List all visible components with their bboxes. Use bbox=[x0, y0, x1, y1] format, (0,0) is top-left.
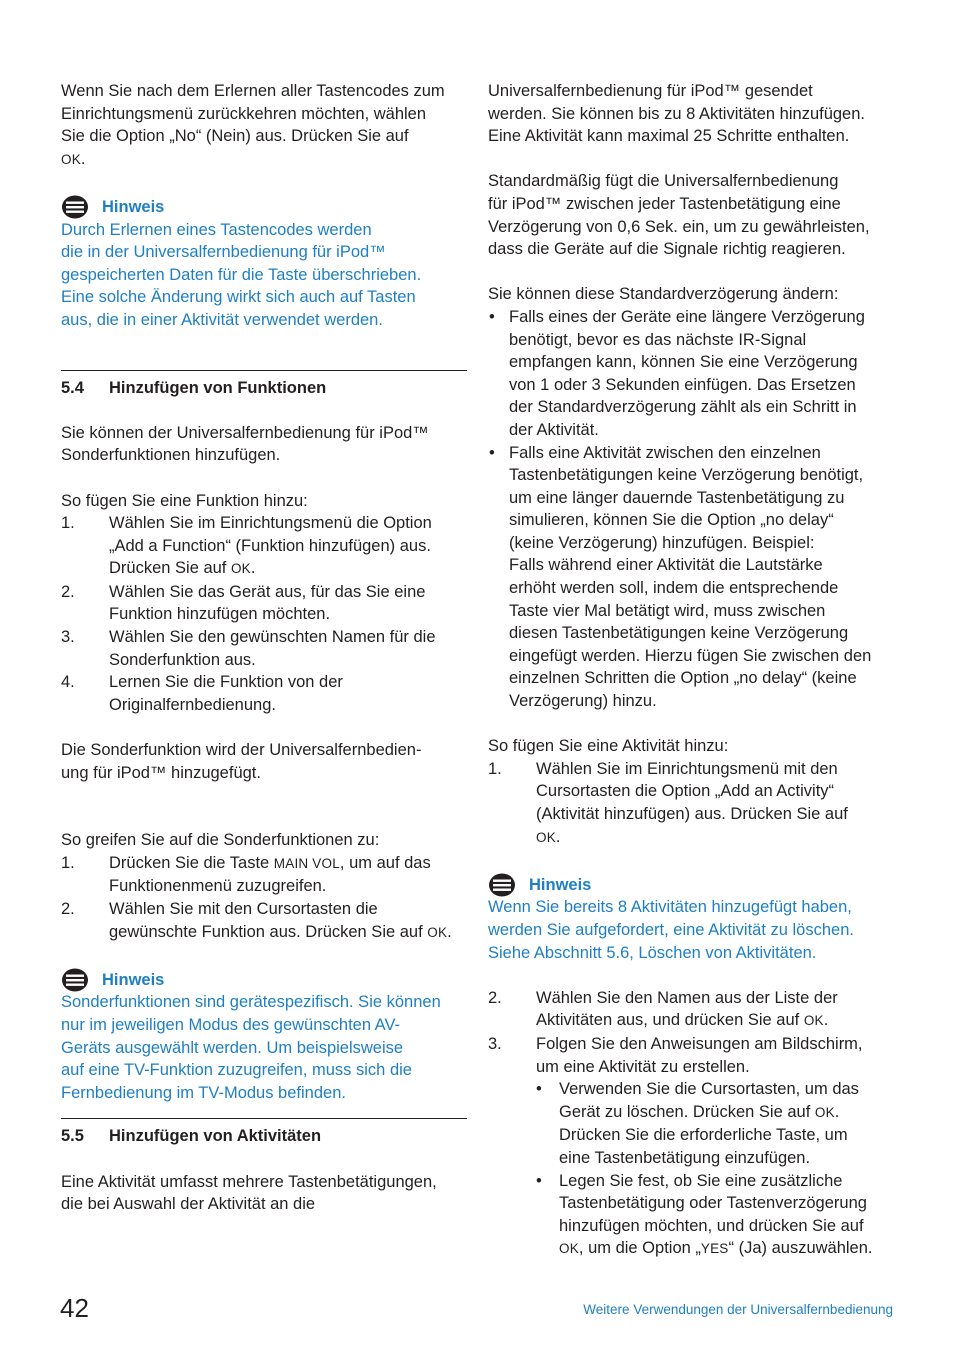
step-text bbox=[109, 557, 432, 581]
ok-key-label: OK bbox=[559, 1241, 579, 1257]
bullet-text: Taste vier Mal betätigt wird, muss zwischen bbox=[509, 601, 826, 620]
step-number: 1. bbox=[488, 759, 502, 778]
step-text: um eine Aktivität zu erstellen. bbox=[536, 1057, 750, 1076]
step-number: 2. bbox=[488, 988, 502, 1007]
bullet-text: erhöht werden soll, indem die entsprechende bbox=[509, 579, 839, 598]
bullet-text: simulieren, können Sie die Option „no delay“ bbox=[509, 511, 834, 530]
step-text bbox=[536, 1009, 838, 1033]
note-heading bbox=[488, 874, 890, 897]
paragraph: So greifen Sie auf die Sonderfunktionen zu: bbox=[61, 831, 380, 850]
bullet-text: Legen Sie fest, ob Sie eine zusätzliche bbox=[559, 1171, 843, 1190]
note-line: Geräts ausgewählt werden. Um beispielsweise bbox=[61, 1038, 404, 1057]
bullet-text-part: . bbox=[834, 1102, 840, 1121]
paragraph: Verzögerung von 0,6 Sek. ein, um zu gewährleisten, bbox=[488, 217, 870, 236]
note-heading bbox=[61, 196, 467, 219]
paragraph: werden. Sie können bis zu 8 Aktivitäten hinzufügen. bbox=[488, 104, 865, 123]
section-title: Hinzufügen von Funktionen bbox=[109, 378, 327, 397]
paragraph: ung für iPod™ hinzugefügt. bbox=[61, 763, 261, 782]
bullet: • bbox=[489, 307, 495, 326]
bullet-text: Falls während einer Aktivität die Lautstärke bbox=[509, 556, 823, 575]
step-text: „Add a Function“ (Funktion hinzufügen) aus. bbox=[109, 536, 431, 555]
activity-steps-list-continued bbox=[488, 987, 890, 1261]
note-line: nur im jeweiligen Modus des gewünschten AV- bbox=[61, 1015, 401, 1034]
step-text: Cursortasten die Option „Add an Activity“ bbox=[536, 782, 835, 801]
note-icon bbox=[61, 968, 89, 992]
bullet-text-part: , um die Option „ bbox=[578, 1239, 701, 1258]
step-text-part: , um auf das bbox=[339, 853, 431, 872]
section-heading-5-5 bbox=[61, 1118, 467, 1148]
page-number: 42 bbox=[60, 1293, 89, 1323]
list-item bbox=[61, 898, 467, 944]
bullet: • bbox=[536, 1080, 542, 1099]
step-number: 1. bbox=[61, 514, 75, 533]
bullet-text: Drücken Sie die erforderliche Taste, um bbox=[559, 1126, 848, 1145]
list-item bbox=[536, 1170, 873, 1261]
note-title: Hinweis bbox=[102, 970, 165, 989]
note-line: Siehe Abschnitt 5.6, Löschen von Aktivitäten. bbox=[488, 943, 817, 962]
section-number: 5.5 bbox=[61, 1127, 84, 1146]
bullet-text: von 1 oder 3 Sekunden einfügen. Das Ersetzen bbox=[509, 375, 856, 394]
bullet-text: empfangen kann, können Sie eine Verzögerung bbox=[509, 353, 858, 372]
step-text: Lernen Sie die Funktion von der bbox=[109, 673, 343, 692]
note-line: gespeicherten Daten für die Taste überschrieben. bbox=[61, 265, 422, 284]
step-text: Sonderfunktion aus. bbox=[109, 650, 256, 669]
note-line: aus, die in einer Aktivität verwendet werden. bbox=[61, 310, 383, 329]
note-line: werden Sie aufgefordert, eine Aktivität zu löschen. bbox=[488, 920, 854, 939]
ok-key-label: OK bbox=[536, 829, 556, 845]
bullet-text: eingefügt werden. Hierzu fügen Sie zwischen den bbox=[509, 646, 872, 665]
step-text bbox=[109, 852, 431, 876]
note-line: die in der Universalfernbedienung für iPod™ bbox=[61, 243, 386, 262]
note-line: Eine solche Änderung wirkt sich auch auf Tasten bbox=[61, 288, 416, 307]
delay-options-list bbox=[488, 306, 890, 713]
note-body bbox=[61, 991, 467, 1104]
list-item bbox=[61, 512, 467, 581]
bullet-text: hinzufügen möchten, und drücken Sie auf bbox=[559, 1216, 864, 1235]
bullet-text: (keine Verzögerung) hinzufügen. Beispiel: bbox=[509, 533, 815, 552]
note-title: Hinweis bbox=[102, 197, 165, 216]
bullet-text-part: Gerät zu löschen. Drücken Sie auf bbox=[559, 1102, 815, 1121]
bullet: • bbox=[489, 443, 495, 462]
step-text: (Aktivität hinzufügen) aus. Drücken Sie auf bbox=[536, 805, 848, 823]
paragraph: So fügen Sie eine Aktivität hinzu: bbox=[488, 737, 729, 756]
bullet-text bbox=[559, 1101, 859, 1125]
main-vol-key-label: MAIN VOL bbox=[273, 855, 340, 871]
paragraph: So fügen Sie eine Funktion hinzu: bbox=[61, 491, 308, 510]
activity-steps-list bbox=[488, 758, 890, 849]
step-text: Wählen Sie im Einrichtungsmenü die Option bbox=[109, 514, 432, 533]
bullet-text: benötigt, bevor es das nächste IR-Signal bbox=[509, 330, 807, 349]
step-text: Funktion hinzufügen möchten. bbox=[109, 605, 331, 624]
list-item bbox=[61, 626, 467, 671]
list-item bbox=[488, 1033, 890, 1261]
intro-line-1: Wenn Sie nach dem Erlernen aller Tastencodes zum bbox=[61, 82, 445, 100]
step-number: 2. bbox=[61, 582, 75, 601]
paragraph: Standardmäßig fügt die Universalfernbedienung bbox=[488, 172, 839, 191]
note-line: Fernbedienung im TV-Modus befinden. bbox=[61, 1083, 346, 1102]
step-number: 1. bbox=[61, 853, 75, 872]
list-item bbox=[488, 442, 890, 713]
paragraph: Eine Aktivität umfasst mehrere Tastenbetätigungen, bbox=[61, 1172, 437, 1191]
paragraph: Universalfernbedienung für iPod™ gesendet bbox=[488, 82, 813, 100]
bullet-text: Falls eine Aktivität zwischen den einzelnen bbox=[509, 443, 821, 462]
step-text: Wählen Sie das Gerät aus, für das Sie eine bbox=[109, 582, 426, 601]
section-heading-5-4 bbox=[61, 370, 467, 400]
step-text: Wählen Sie den Namen aus der Liste der bbox=[536, 988, 838, 1007]
section-title: Hinzufügen von Aktivitäten bbox=[109, 1127, 322, 1146]
step-text-part: Drücken Sie die Taste bbox=[109, 853, 274, 872]
note-line: Durch Erlernen eines Tastencodes werden bbox=[61, 220, 372, 239]
bullet-text: der Standardverzögerung zählt als ein Schritt in bbox=[509, 398, 857, 417]
paragraph: Sie können diese Standardverzögerung ändern: bbox=[488, 285, 839, 304]
note-heading bbox=[61, 969, 467, 992]
bullet-text: diesen Tastenbetätigungen keine Verzögerung bbox=[509, 624, 849, 643]
step-text bbox=[109, 921, 452, 945]
step-number: 3. bbox=[61, 628, 75, 647]
ok-key-label: OK bbox=[230, 561, 251, 577]
right-column bbox=[488, 80, 890, 1261]
bullet-text: um eine länger dauernde Tastenbetätigung zu bbox=[509, 488, 845, 507]
paragraph: die bei Auswahl der Aktivität an die bbox=[61, 1195, 316, 1214]
intro-line-2: Einrichtungsmenü zurückkehren möchten, wählen bbox=[61, 104, 427, 123]
step-text: Wählen Sie im Einrichtungsmenü mit den bbox=[536, 759, 838, 778]
sub-bullet-list bbox=[536, 1078, 873, 1261]
access-steps-list bbox=[61, 852, 467, 944]
bullet-text: eine Tastenbetätigung einzufügen. bbox=[559, 1148, 811, 1167]
list-item bbox=[488, 987, 890, 1033]
step-text: Wählen Sie mit den Cursortasten die bbox=[109, 900, 378, 918]
step-text: Originalfernbedienung. bbox=[109, 695, 276, 714]
paragraph: dass die Geräte auf die Signale richtig reagieren. bbox=[488, 240, 846, 259]
yes-option-label: YES bbox=[700, 1241, 729, 1257]
note-body bbox=[488, 896, 890, 964]
list-item bbox=[61, 671, 467, 716]
bullet-text-part: “ (Ja) auszuwählen. bbox=[728, 1239, 873, 1258]
bullet-text: Verzögerung) hinzu. bbox=[509, 692, 657, 711]
bullet-text: Tastenbetätigung oder Tastenverzögerung bbox=[559, 1194, 867, 1213]
note-icon bbox=[61, 195, 89, 219]
step-text-part: Drücken Sie auf bbox=[109, 559, 231, 578]
intro-line-3: Sie die Option „No“ (Nein) aus. Drücken Sie auf bbox=[61, 127, 409, 146]
ok-key-label: OK bbox=[803, 1013, 824, 1029]
bullet-text: Verwenden Sie die Cursortasten, um das bbox=[559, 1080, 859, 1099]
bullet-text: der Aktivität. bbox=[509, 420, 599, 439]
step-text: Funktionenmenü zuzugreifen. bbox=[109, 877, 327, 896]
note-body bbox=[61, 219, 467, 332]
step-number: 2. bbox=[61, 900, 75, 918]
note-icon bbox=[488, 873, 516, 897]
ok-key-label: OK bbox=[814, 1104, 835, 1120]
paragraph: für iPod™ zwischen jeder Tastenbetätigung eine bbox=[488, 194, 841, 213]
paragraph: Sonderfunktionen hinzufügen. bbox=[61, 446, 281, 465]
step-text-part: . bbox=[555, 827, 561, 846]
running-footer-title: Weitere Verwendungen der Universalfernbedienung bbox=[583, 1302, 893, 1317]
left-column bbox=[61, 80, 467, 1216]
function-steps-list bbox=[61, 512, 467, 716]
intro-line-4: OK. bbox=[61, 149, 86, 168]
step-text-part: gewünschte Funktion aus. Drücken Sie auf bbox=[109, 922, 428, 941]
step-text-part: . bbox=[250, 559, 256, 578]
step-text bbox=[536, 826, 848, 850]
note-title: Hinweis bbox=[529, 875, 592, 894]
paragraph: Sie können der Universalfernbedienung für iPod™ bbox=[61, 423, 429, 442]
list-item bbox=[488, 306, 890, 442]
ok-key-label: OK bbox=[61, 151, 81, 167]
step-text-part: Aktivitäten aus, und drücken Sie auf bbox=[536, 1011, 804, 1030]
step-number: 4. bbox=[61, 673, 75, 692]
ok-key-label: OK bbox=[427, 924, 448, 940]
list-item bbox=[488, 758, 890, 849]
bullet-text: einzelnen Schritten die Option „no delay“ (keine bbox=[509, 669, 857, 688]
note-line: Wenn Sie bereits 8 Aktivitäten hinzugefügt haben, bbox=[488, 898, 852, 917]
section-number: 5.4 bbox=[61, 378, 84, 397]
step-text-part: . bbox=[823, 1011, 829, 1030]
bullet-text: Tastenbetätigungen keine Verzögerung benötigt, bbox=[509, 466, 864, 485]
step-number: 3. bbox=[488, 1034, 502, 1053]
note-line: auf eine TV-Funktion zuzugreifen, muss sich die bbox=[61, 1061, 412, 1080]
step-text-part: . bbox=[447, 922, 452, 941]
step-text: Folgen Sie den Anweisungen am Bildschirm, bbox=[536, 1034, 863, 1053]
list-item bbox=[61, 852, 467, 898]
bullet-text bbox=[559, 1237, 873, 1261]
step-text: Wählen Sie den gewünschten Namen für die bbox=[109, 628, 436, 647]
list-item bbox=[536, 1078, 873, 1169]
paragraph: Die Sonderfunktion wird der Universalfernbedien- bbox=[61, 741, 422, 760]
note-line: Sonderfunktionen sind gerätespezifisch. Sie können bbox=[61, 993, 441, 1012]
bullet: • bbox=[536, 1171, 542, 1190]
bullet-text: Falls eines der Geräte eine längere Verzögerung bbox=[509, 307, 865, 326]
paragraph: Eine Aktivität kann maximal 25 Schritte enthalten. bbox=[488, 127, 850, 146]
list-item bbox=[61, 581, 467, 626]
